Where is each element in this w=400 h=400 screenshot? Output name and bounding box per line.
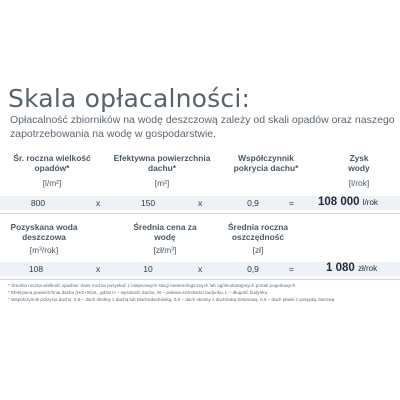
t2-col3-unit: [zł] [252,245,264,255]
t2-col2-label: Średnia cena za wodę [133,222,197,242]
t1-col1-label: Śr. roczna wielkość opadów* [13,153,91,173]
t2-equals: = [289,264,294,274]
t1-result [318,196,378,208]
t2-col1-label: Pozyskana woda deszczowa [10,222,78,242]
t1-col3-label: Współczynnik pokrycia dachu* [233,153,299,173]
t1-col1-value: 800 [30,198,46,208]
t1-col2-label: Efektywna powierzchnia dachu* [113,153,211,173]
t2-result [326,262,377,274]
footnote: * Średnia roczna wielkość opadów: dane można pozyskać z miejscowych stacji meteorologicznych lub ogólnodostępnych portali pogodowych [8,283,296,288]
t1-equals: = [289,198,294,208]
intro-text: Opłacalność zbiorników na wodę deszczową zależy od skali opadów oraz naszego zapotrzebowania na wodę w gospodarstwie. [10,114,395,140]
t1-col2-value: 150 [140,198,156,208]
t2-times-2: x [198,264,203,274]
t1-divider [0,213,400,214]
t2-col1-unit: [m³/rok] [29,245,59,255]
footnote: * Współczynnik pokrycia dachu: 0,9 – dach skośny z dachą lub blachodachówką, 0,8 – dach skośny z dachówką betonową, 0,6 – dach płaski z posypką żwirową [8,296,335,302]
page-title: Skala opłacalności: [8,84,251,113]
footnote: * Efektywna powierzchnia dachu (H/2+W)xL, gdzie H – wysokość dachu, W – połowa szerokości budynku, L – długość budynku [8,289,268,295]
t2-col3-label: Średnia roczna oszczędność [227,222,289,242]
t1-times-2: x [198,198,203,208]
t2-result-value: 1 080 [326,262,355,274]
t2-col3-value: 0,9 [247,264,259,274]
t1-result-unit: l/rok [362,198,378,207]
t1-result-value: 108 000 [318,196,360,208]
t2-result-unit: zł/rok [357,264,378,273]
t1-col4-unit: [l/rok] [348,178,370,188]
t1-col4-label: Zysk wody [348,153,370,173]
t2-divider [0,279,400,280]
t2-times-1: x [96,264,101,274]
t2-col1-value: 108 [28,264,44,274]
t1-col2-unit: [m²] [154,178,170,188]
t1-col1-unit: [l/m²] [42,178,62,188]
t2-col2-value: 10 [143,264,153,274]
t2-col2-unit: [zł/m³] [153,245,177,255]
t1-col3-value: 0,9 [247,198,259,208]
footnotes [8,283,398,304]
t1-times-1: x [96,198,101,208]
